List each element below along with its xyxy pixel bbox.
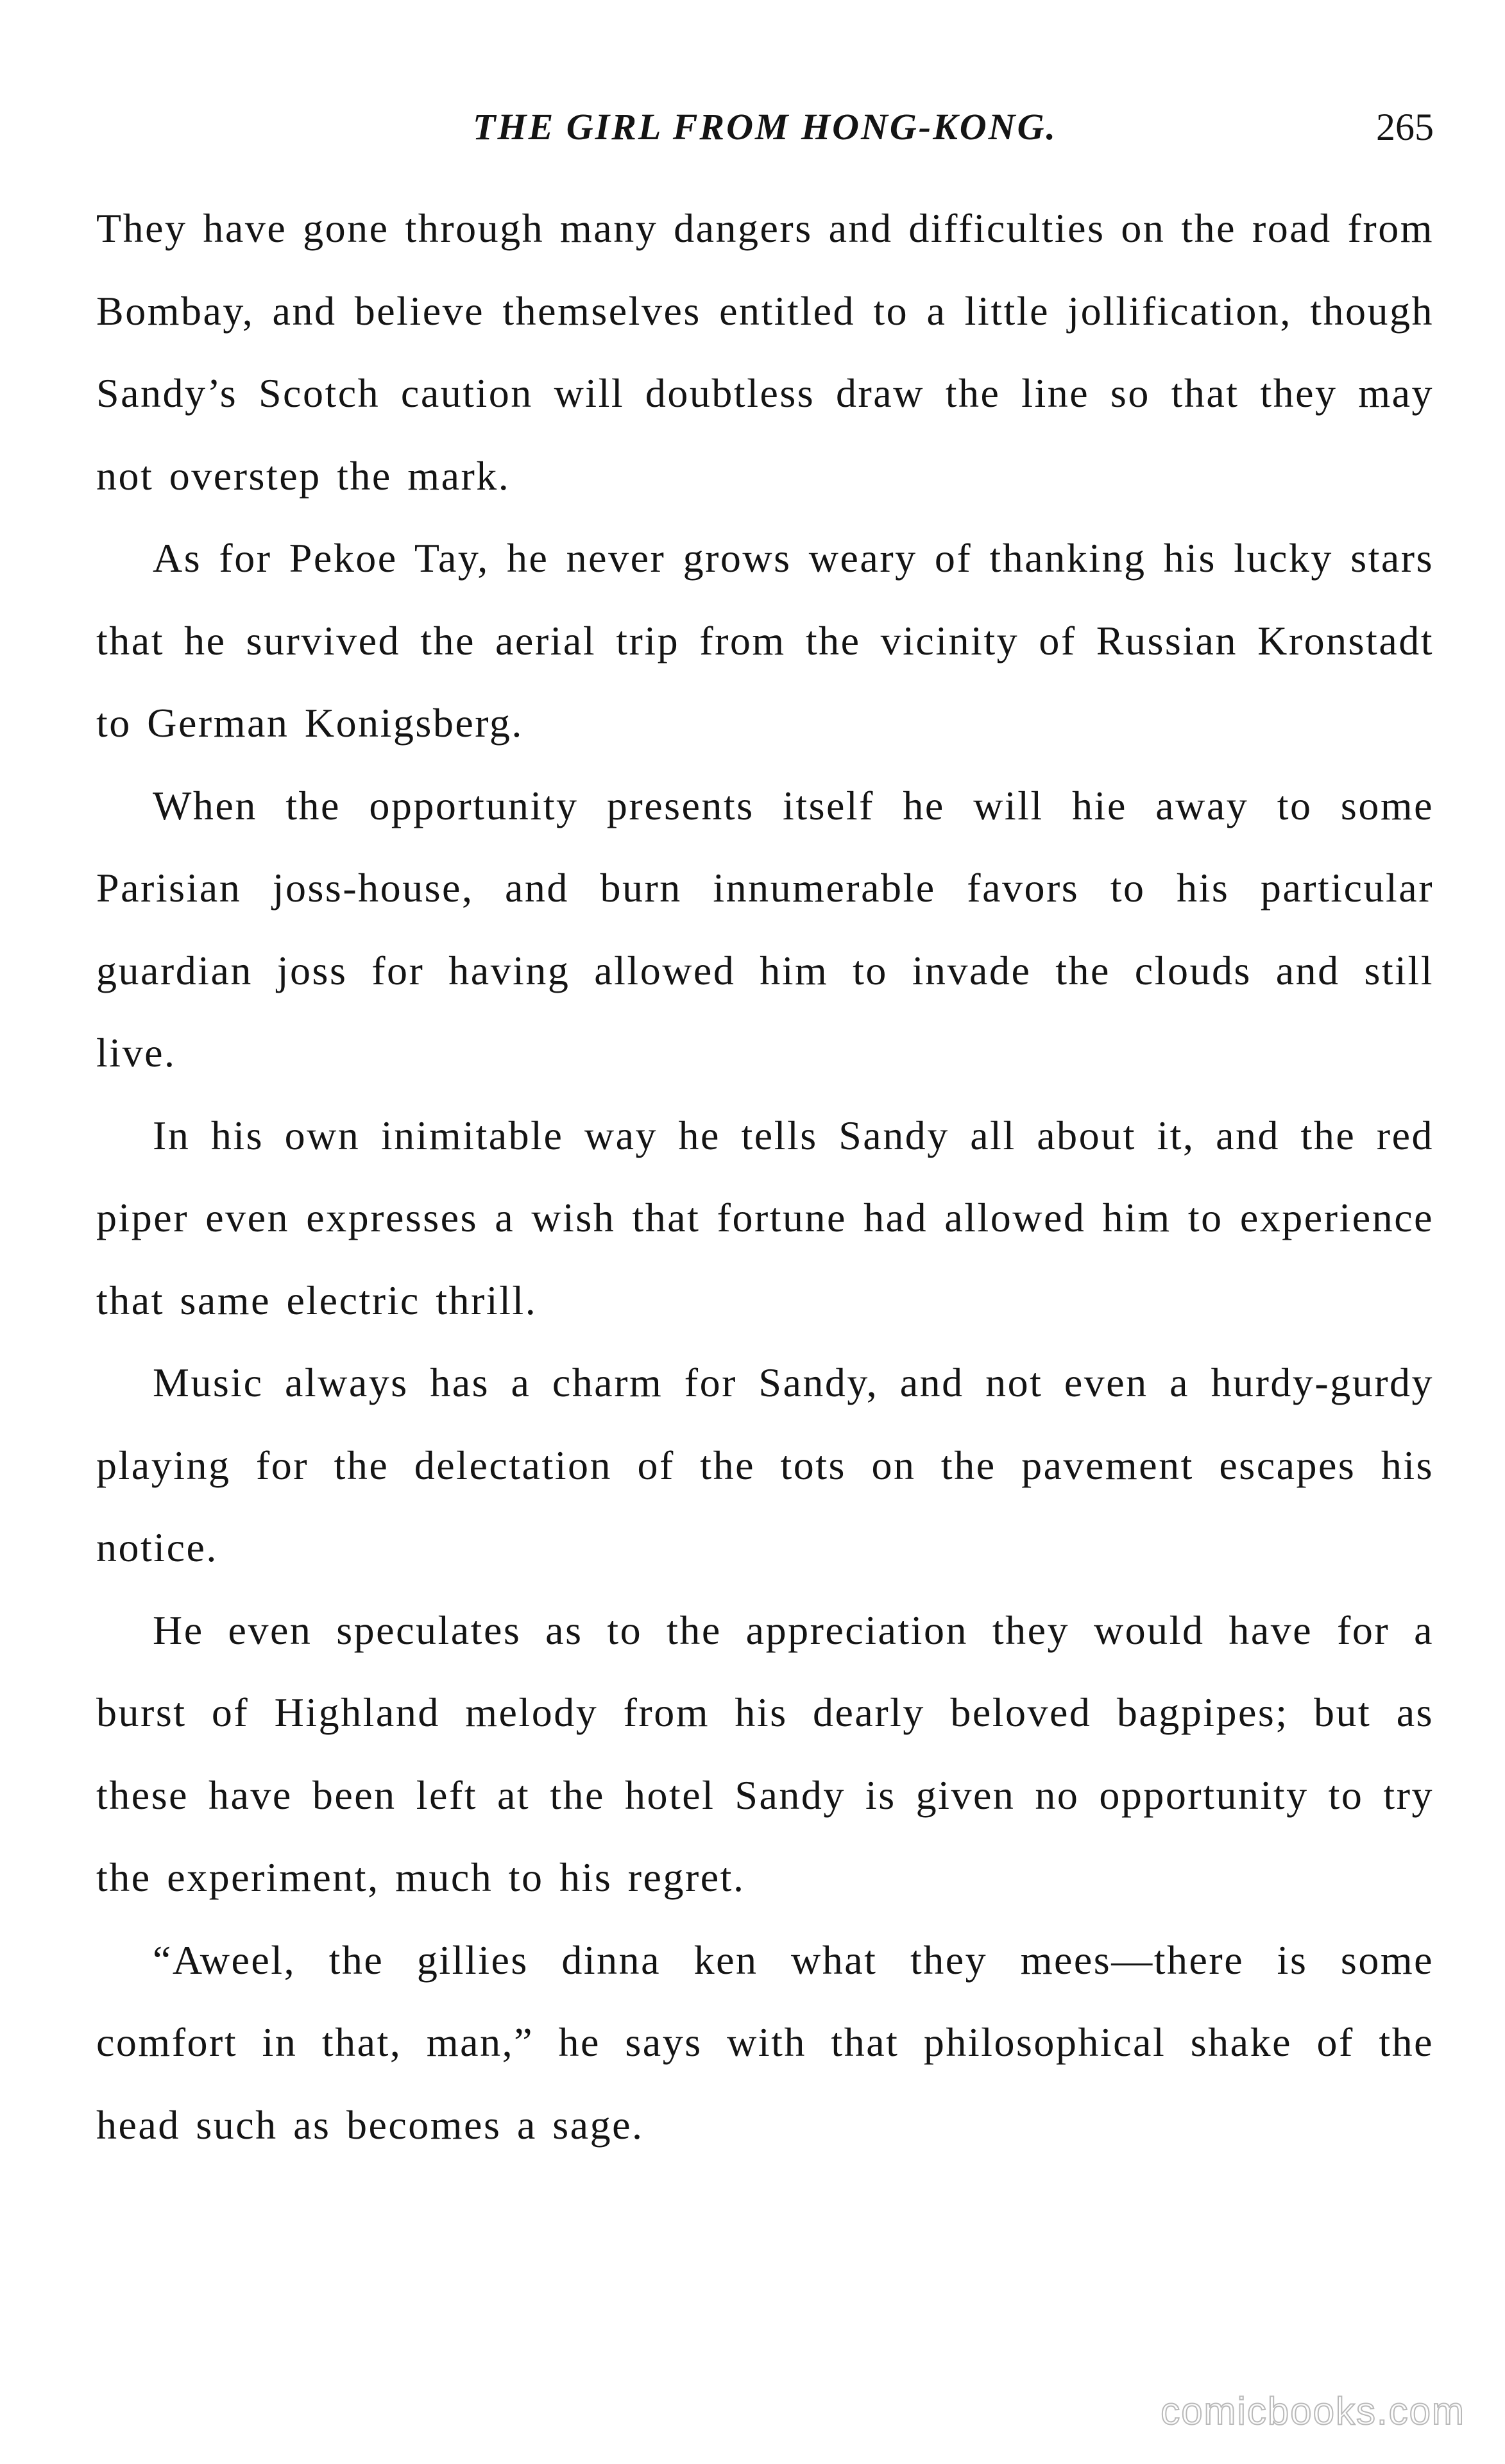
paragraph-joss-house: When the opportunity presents itself he will hie away to some Parisian joss-house, and burn innumerable favors to his particular guardian joss for having allowed him to invade the clouds and still live.	[96, 782, 1434, 1075]
paragraph-pekoe-tay: As for Pekoe Tay, he never grows weary of thanking his lucky stars that he survived the aerial trip from the vicinity of Russian Kronstadt to German Konigsberg.	[96, 535, 1434, 746]
paragraph-bagpipes: He even speculates as to the appreciation they would have for a burst of Highland melody from his dearly beloved bagpipes; but as these have been left at the hotel Sandy is given no opportunity to try the experiment, much to his regret.	[96, 1607, 1434, 1900]
body-text	[96, 187, 1434, 2166]
watermark-logo: comicbooks.com	[1161, 2390, 1465, 2433]
running-head	[96, 101, 1434, 153]
running-title: THE GIRL FROM HONG-KONG.	[473, 106, 1057, 148]
paragraph-continuation: They have gone through many dangers and difficulties on the road from Bombay, and believe themselves entitled to a little jollification, though Sandy’s Scotch caution will doubtless draw the line so that they may not overstep the mark.	[96, 205, 1434, 499]
paragraph-music: Music always has a charm for Sandy, and not even a hurdy-gurdy playing for the delectation of the tots on the pavement escapes his notice.	[96, 1360, 1434, 1570]
paragraph-electric-thrill: In his own inimitable way he tells Sandy all about it, and the red piper even expresses a wish that fortune had allowed him to experience that same electric thrill.	[96, 1112, 1434, 1323]
page-number: 265	[1376, 106, 1434, 148]
paragraph-dialogue: “Aweel, the gillies dinna ken what they mees—there is some comfort in that, man,” he says with that philosophical shake of the head such as becomes a sage.	[96, 1937, 1434, 2148]
